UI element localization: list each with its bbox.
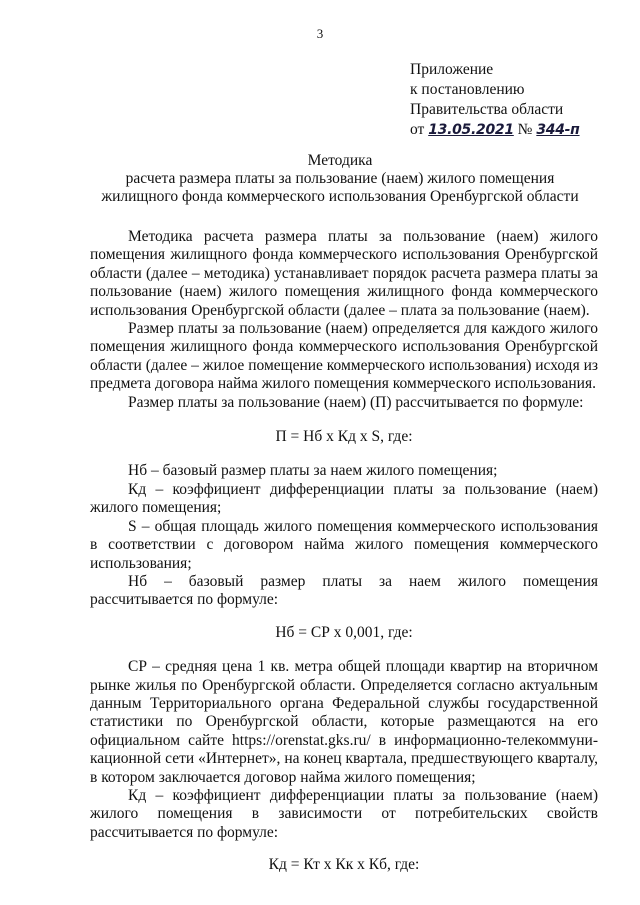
number-label: № bbox=[517, 121, 533, 138]
from-label: от bbox=[410, 121, 425, 138]
definition-kd: Кд – коэффициент дифференциации платы за пользование (наем) жилого помещения; bbox=[90, 480, 598, 517]
definition-kd-formula-intro: Кд – коэффициент дифференциации платы за пользование (наем) жилого помещения в зависимости от потребительских свойств рассчитывается по формуле: bbox=[90, 786, 598, 841]
handwritten-number: 344-п bbox=[536, 122, 580, 138]
definition-nb-formula-intro: Нб – базовый размер платы за наем жилого помещения рассчитывается по формуле: bbox=[90, 572, 598, 609]
document-body bbox=[90, 228, 598, 875]
definition-nb: Нб – базовый размер платы за наем жилого помещения; bbox=[128, 462, 498, 480]
handwritten-date: 13.05.2021 bbox=[428, 122, 514, 138]
paragraph-determination: Размер платы за пользование (наем) определяется для каждого жилого помещения жилищного фонда коммерческого использования Оренбургской области (далее – жилое помещение коммерческого использования) исходя из предмета договора найма жилого помещения коммерческого использования. bbox=[90, 320, 598, 393]
formula-base-rate: Нб = СР х 0,001, где: bbox=[275, 623, 413, 641]
definition-s: S – общая площадь жилого помещения коммерческого использования в соответствии с договором найма жилого помещения коммерческого использования; bbox=[90, 517, 598, 572]
appendix-line-3: Правительства области bbox=[410, 101, 564, 118]
appendix-date-line bbox=[410, 120, 620, 140]
paragraph-formula-intro: Размер платы за пользование (наем) (П) рассчитывается по формуле: bbox=[128, 393, 584, 411]
title-line-2: расчета размера платы за пользование (наем) жилого помещения bbox=[125, 170, 555, 187]
definition-sr: СР – средняя цена 1 кв. метра общей площади квартир на вторичном рынке жилья по Оренбургской области. Определяется согласно актуальным данным Территориального органа Федеральной службы государственной статистики по Оренбургской области, которые размещаются на его официальном сайте https://orenstat.gks.ru/ в информационно-телекоммуни-кационной сети «Интернет», на конец квартала, предшествующего кварталу, в котором заключается договор найма жилого помещения; bbox=[90, 658, 598, 786]
appendix-line-1: Приложение bbox=[410, 61, 494, 78]
document-title bbox=[60, 152, 620, 206]
formula-coefficient: Кд = Кт х Кк х Кб, где: bbox=[268, 856, 420, 874]
appendix-line-2: к постановлению bbox=[410, 81, 525, 98]
formula-rent: П = Нб х Кд х S, где: bbox=[275, 428, 413, 446]
page-number: 3 bbox=[316, 26, 324, 41]
title-line-1: Методика bbox=[307, 152, 373, 169]
paragraph-intro: Методика расчета размера платы за пользование (наем) жилого помещения жилищного фонда коммерческого использования Оренбургской области (далее – методика) устанавливает порядок расчета размера платы за пользование (наем) жилого помещения жилищного фонда коммерческого использования Оренбургской области (далее – плата за пользование (наем). bbox=[90, 228, 598, 319]
appendix-block bbox=[410, 60, 620, 140]
title-line-3: жилищного фонда коммерческого использования Оренбургской области bbox=[101, 188, 579, 205]
